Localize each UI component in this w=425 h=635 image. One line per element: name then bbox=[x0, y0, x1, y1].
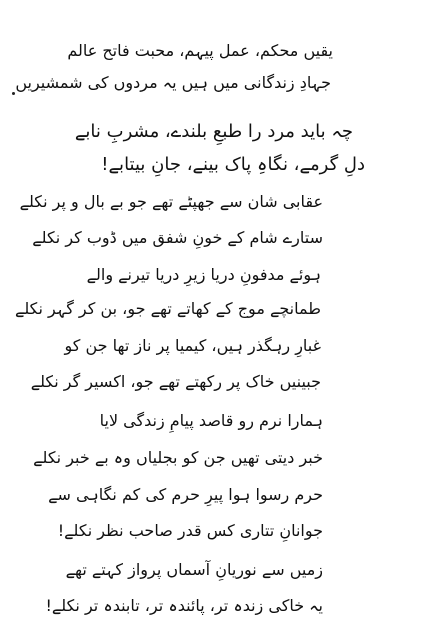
poem-line-15: زمیں سے نوریانِ آسماں پرواز کہتے تھے bbox=[65, 560, 323, 579]
poem-line-14: جوانانِ تتاری کس قدر صاحب نظر نکلے! bbox=[57, 521, 323, 540]
poem-line-1: یقیں محکم، عمل پیہم، محبت فاتح عالم bbox=[67, 41, 333, 60]
poem-line-10: جبینیں خاک پر رکھتے تھے جو، اکسیر گر نکلے bbox=[30, 372, 321, 391]
poem-line-11: ہمارا نرم رو قاصد پیامِ زندگی لایا bbox=[99, 411, 323, 430]
poem-line-2: جہادِ زندگانی میں ہیں یہ مردوں کی شمشیریں bbox=[15, 73, 331, 92]
poem-line-6: ستارے شام کے خونِ شفق میں ڈوب کر نکلے bbox=[32, 228, 323, 247]
poem-line-5: عقابی شان سے جھپٹے تھے جو بے بال و پر نکلے bbox=[19, 192, 323, 211]
poem-line-7: ہوئے مدفونِ دریا زیرِ دریا تیرنے والے bbox=[86, 265, 321, 284]
poem-line-13: حرم رسوا ہوا پیرِ حرم کی کم نگاہی سے bbox=[48, 485, 323, 504]
poem-line-9: غبارِ رہگذر ہیں، کیمیا پر ناز تھا جن کو bbox=[64, 336, 321, 355]
poem-line-16: یہ خاکی زندہ تر، پائندہ تر، تابندہ تر نکلے! bbox=[45, 596, 323, 615]
poem-line-4: دلِ گرمے، نگاہِ پاک بینے، جانِ بیتابے! bbox=[101, 154, 365, 175]
poem-line-3: چہ باید مرد را طبعِ بلندے، مشربِ نابے bbox=[74, 121, 353, 142]
poem-line-12: خبر دیتی تھیں جن کو بجلیاں وہ بے خبر نکلے bbox=[33, 448, 323, 467]
poem-line-8: طمانچے موج کے کھاتے تھے جو، بن کر گہر نکلے bbox=[14, 299, 321, 318]
